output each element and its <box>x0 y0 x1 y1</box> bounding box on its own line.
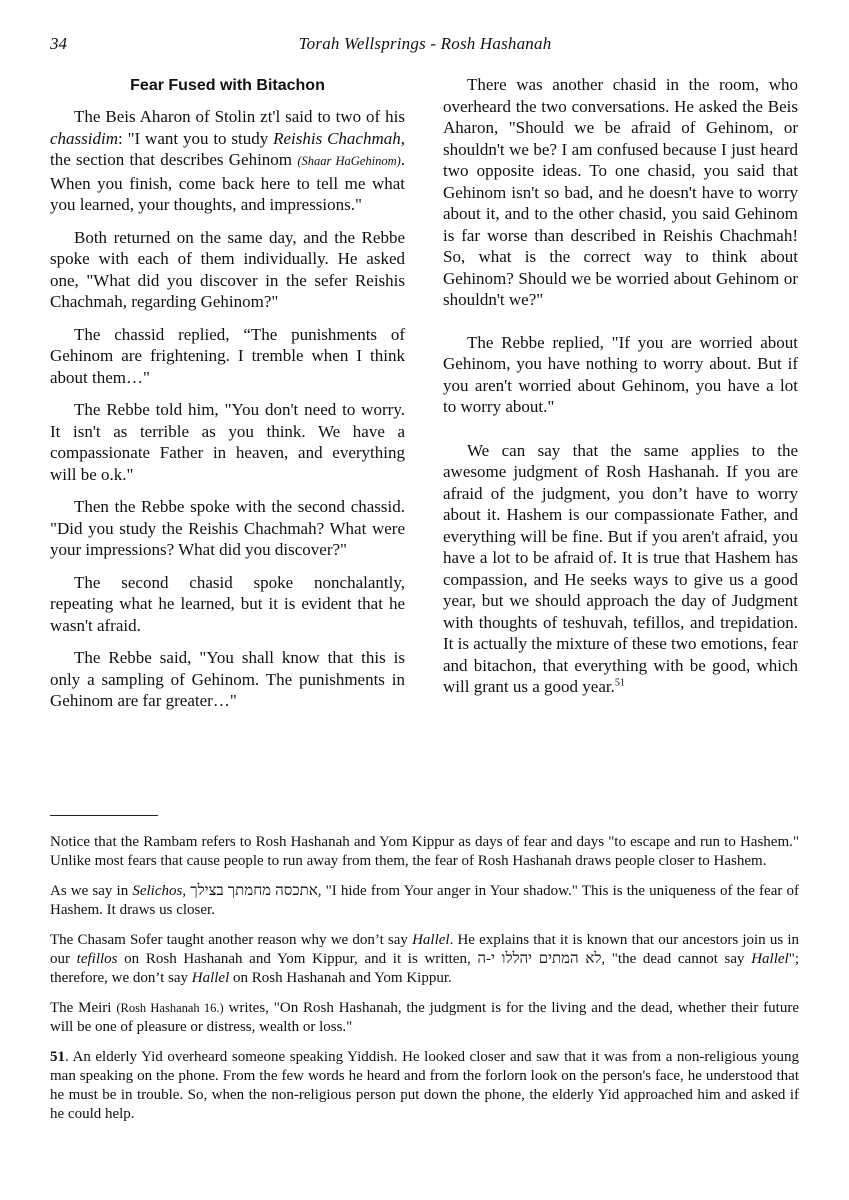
text-run: "; therefore, we don’t say <box>50 951 800 986</box>
paragraph: There was another chasid in the room, who overheard the two conversations. He asked the Beis Aharon, "Should we be afraid of Gehinom, or shouldn't we be? I am confused because I just heard two opposite ideas. To one chasid, you said that Gehinom isn't so bad, and he doesn't have to worry about it, and to the other chasid, you said Gehinom is far worse than described in Reishis Chachmah! So, what is the correct way to think about Gehinom? Should we be worried about Gehinom or shouldn't we?" <box>443 75 798 309</box>
paragraph: The chassid replied, “The punishments of Gehinom are frightening. I tremble when I think about them…" <box>50 324 405 387</box>
text-run: : "I want you to study <box>118 128 274 148</box>
right-column <box>443 74 798 698</box>
text-run: writes, "On Rosh Hashanah, the judgment is for the living and the dead, whether their future will be one of pleasure or distress, wealth or loss." <box>50 1000 799 1035</box>
text-run: We can say that the same applies to the awesome judgment of Rosh Hashanah. If you are afraid of the judgment, you don’t have to worry about it. Hashem is our compassionate Father, and everything will be fine. But if you aren't afraid, you have a lot to be afraid of. It is true that Hashem has compassion, and He seeks ways to give us a good year, but we should approach the day of Judgment with thoughts of teshuvah, tefillos, and trepidation. It is actually the mixture of these two emotions, fear and bitachon, that everything with be good, which will grant us a good year. <box>443 440 799 696</box>
footnote: Notice that the Rambam refers to Rosh Hashanah and Yom Kippur as days of fear and days "to escape and run to Hashem." Unlike most fears that cause people to run away from them, the fear of Rosh Hashanah draws people closer to Hashem. <box>50 834 799 869</box>
page-header <box>50 34 800 58</box>
italic-term: tefillos <box>76 951 118 967</box>
paragraph: The second chasid spoke nonchalantly, repeating what he learned, but it is evident that he wasn't afraid. <box>50 572 405 635</box>
footnotes <box>50 833 799 1135</box>
text-run: . When you finish, come back here to tell me what you learned, your thoughts, and impressions." <box>50 150 406 214</box>
footnote-number: 51 <box>50 1049 65 1065</box>
text-run: The Chasam Sofer taught another reason why we don’t say <box>50 932 413 948</box>
paragraph <box>50 106 405 216</box>
paragraph: The Rebbe told him, "You don't need to worry. It isn't as terrible as you think. We have a compassionate Father in heaven, and everything will be o.k." <box>50 400 405 484</box>
text-run: . He explains that it is known that our ancestors join us in our <box>50 932 800 967</box>
text-run: , אתכסה מחמתך בצילך, "I hide from Your anger in Your shadow." This is the uniqueness of the fear of Hashem. It draws us closer. <box>50 883 799 918</box>
footnote-51 <box>50 1048 799 1124</box>
footnote-reference[interactable]: 51 <box>614 677 625 689</box>
footnote <box>50 931 799 988</box>
italic-term: Reishis Chachmah <box>273 128 401 148</box>
text-run: The Meiri <box>50 1000 117 1016</box>
text-run: , the section that describes Gehinom <box>50 128 405 169</box>
page-number: 34 <box>50 34 67 53</box>
italic-term: Hallel <box>751 951 789 967</box>
italic-term: chassidim <box>50 128 118 148</box>
paragraph: Both returned on the same day, and the Rebbe spoke with each of them individually. He asked one, "What did you discover in the sefer Reishis Chachmah, regarding Gehinom?" <box>50 227 405 311</box>
source-citation: (Shaar HaGehinom) <box>297 154 401 168</box>
paragraph: Then the Rebbe spoke with the second chassid. "Did you study the Reishis Chachmah? What were your impressions? What did you discover?" <box>50 497 405 559</box>
footnote-divider <box>50 815 158 816</box>
left-column <box>50 74 405 712</box>
footnote <box>50 999 799 1037</box>
source-citation: (Rosh Hashanah 16.) <box>116 1001 224 1015</box>
text-run: on Rosh Hashanah and Yom Kippur, and it is written, לא המתים יהללו י-ה, "the dead cannot say <box>117 951 752 967</box>
italic-term: Hallel <box>191 970 230 986</box>
text-run: . An elderly Yid overheard someone speaking Yiddish. He looked closer and saw that it was from a non-religious young man speaking on the phone. From the few words he heard and from the forlorn look on the person's face, he understood that he must be in trouble. So, when the non-religious person put down the phone, the elderly Yid approached him and asked if he could help. <box>50 1049 799 1122</box>
text-run: on Rosh Hashanah and Yom Kippur. <box>229 970 452 986</box>
text-run: The Beis Aharon of Stolin zt'l said to two of his <box>74 107 405 126</box>
italic-term: Hallel <box>412 932 450 948</box>
text-run: As we say in <box>50 883 133 899</box>
paragraph: The Rebbe replied, "If you are worried about Gehinom, you have nothing to worry about. But if you aren't worried about Gehinom, you have a lot to worry about." <box>443 332 798 416</box>
running-title: Torah Wellsprings - Rosh Hashanah <box>298 34 552 53</box>
section-heading: Fear Fused with Bitachon <box>130 77 325 94</box>
paragraph <box>443 440 798 698</box>
paragraph: The Rebbe said, "You shall know that this is only a sampling of Gehinom. The punishments in Gehinom are far greater…" <box>50 648 405 710</box>
italic-term: Selichos <box>132 883 183 899</box>
footnote <box>50 882 799 920</box>
